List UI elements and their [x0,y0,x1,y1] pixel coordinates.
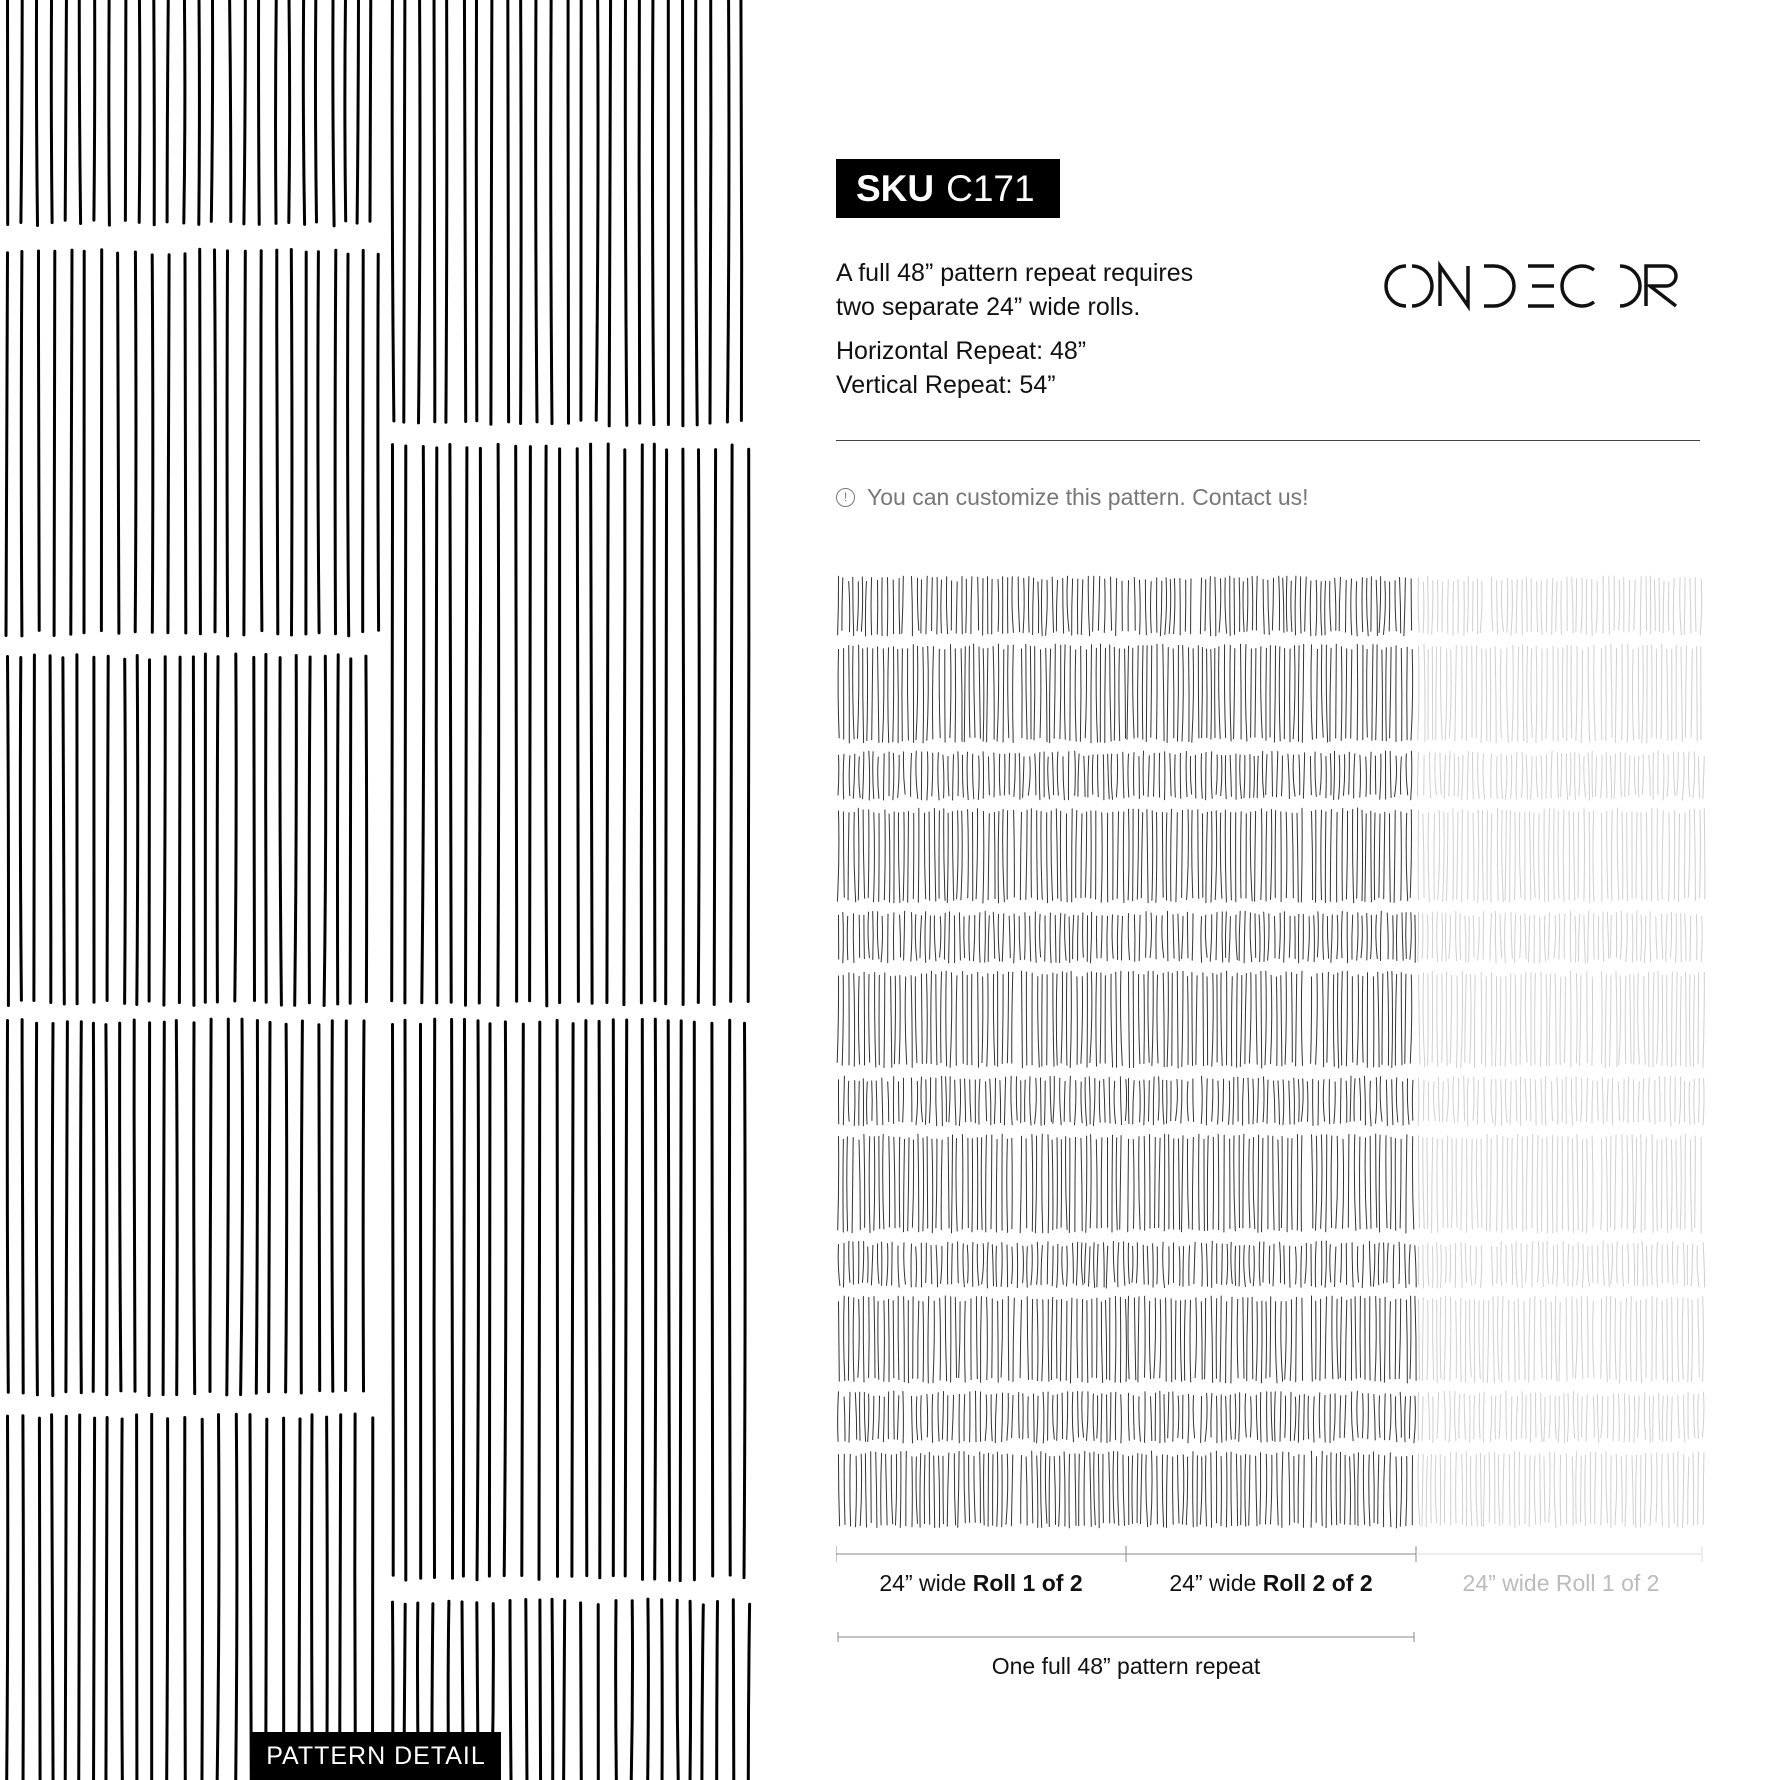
full-repeat-label: One full 48” pattern repeat [991,1653,1261,1679]
product-info [836,0,1706,1780]
roll-label-3: 24” wide Roll 1 of 2 [1462,1570,1660,1596]
brand-logo [1376,256,1706,316]
sku-badge [836,159,1060,218]
repeat-description [836,256,1193,324]
pattern-repeat-preview [836,572,1706,1532]
roll-measurement-lines [836,1540,1706,1670]
brand-logo-text: ONDECOR [1376,256,1382,257]
divider [836,440,1700,441]
customize-note[interactable] [836,484,1309,511]
customize-note-text: You can customize this pattern. Contact us! [867,484,1309,510]
pattern-detail-image [0,0,752,1780]
sku-key: SKU [856,167,935,209]
pattern-detail-label: PATTERN DETAIL [251,1732,501,1780]
sku-code: C171 [946,167,1035,209]
description-line-2: two separate 24” wide rolls. [836,293,1141,321]
info-icon: ! [836,488,855,507]
pattern-detail-panel [0,0,752,1780]
repeat-dimensions [836,334,1086,402]
horizontal-repeat: Horizontal Repeat: 48” [836,337,1087,365]
description-line-1: A full 48” pattern repeat requires [836,259,1194,287]
vertical-repeat: Vertical Repeat: 54” [836,371,1056,399]
roll-label-1: 24” wide Roll 1 of 2 [879,1570,1083,1596]
roll-label-2: 24” wide Roll 2 of 2 [1169,1570,1373,1596]
